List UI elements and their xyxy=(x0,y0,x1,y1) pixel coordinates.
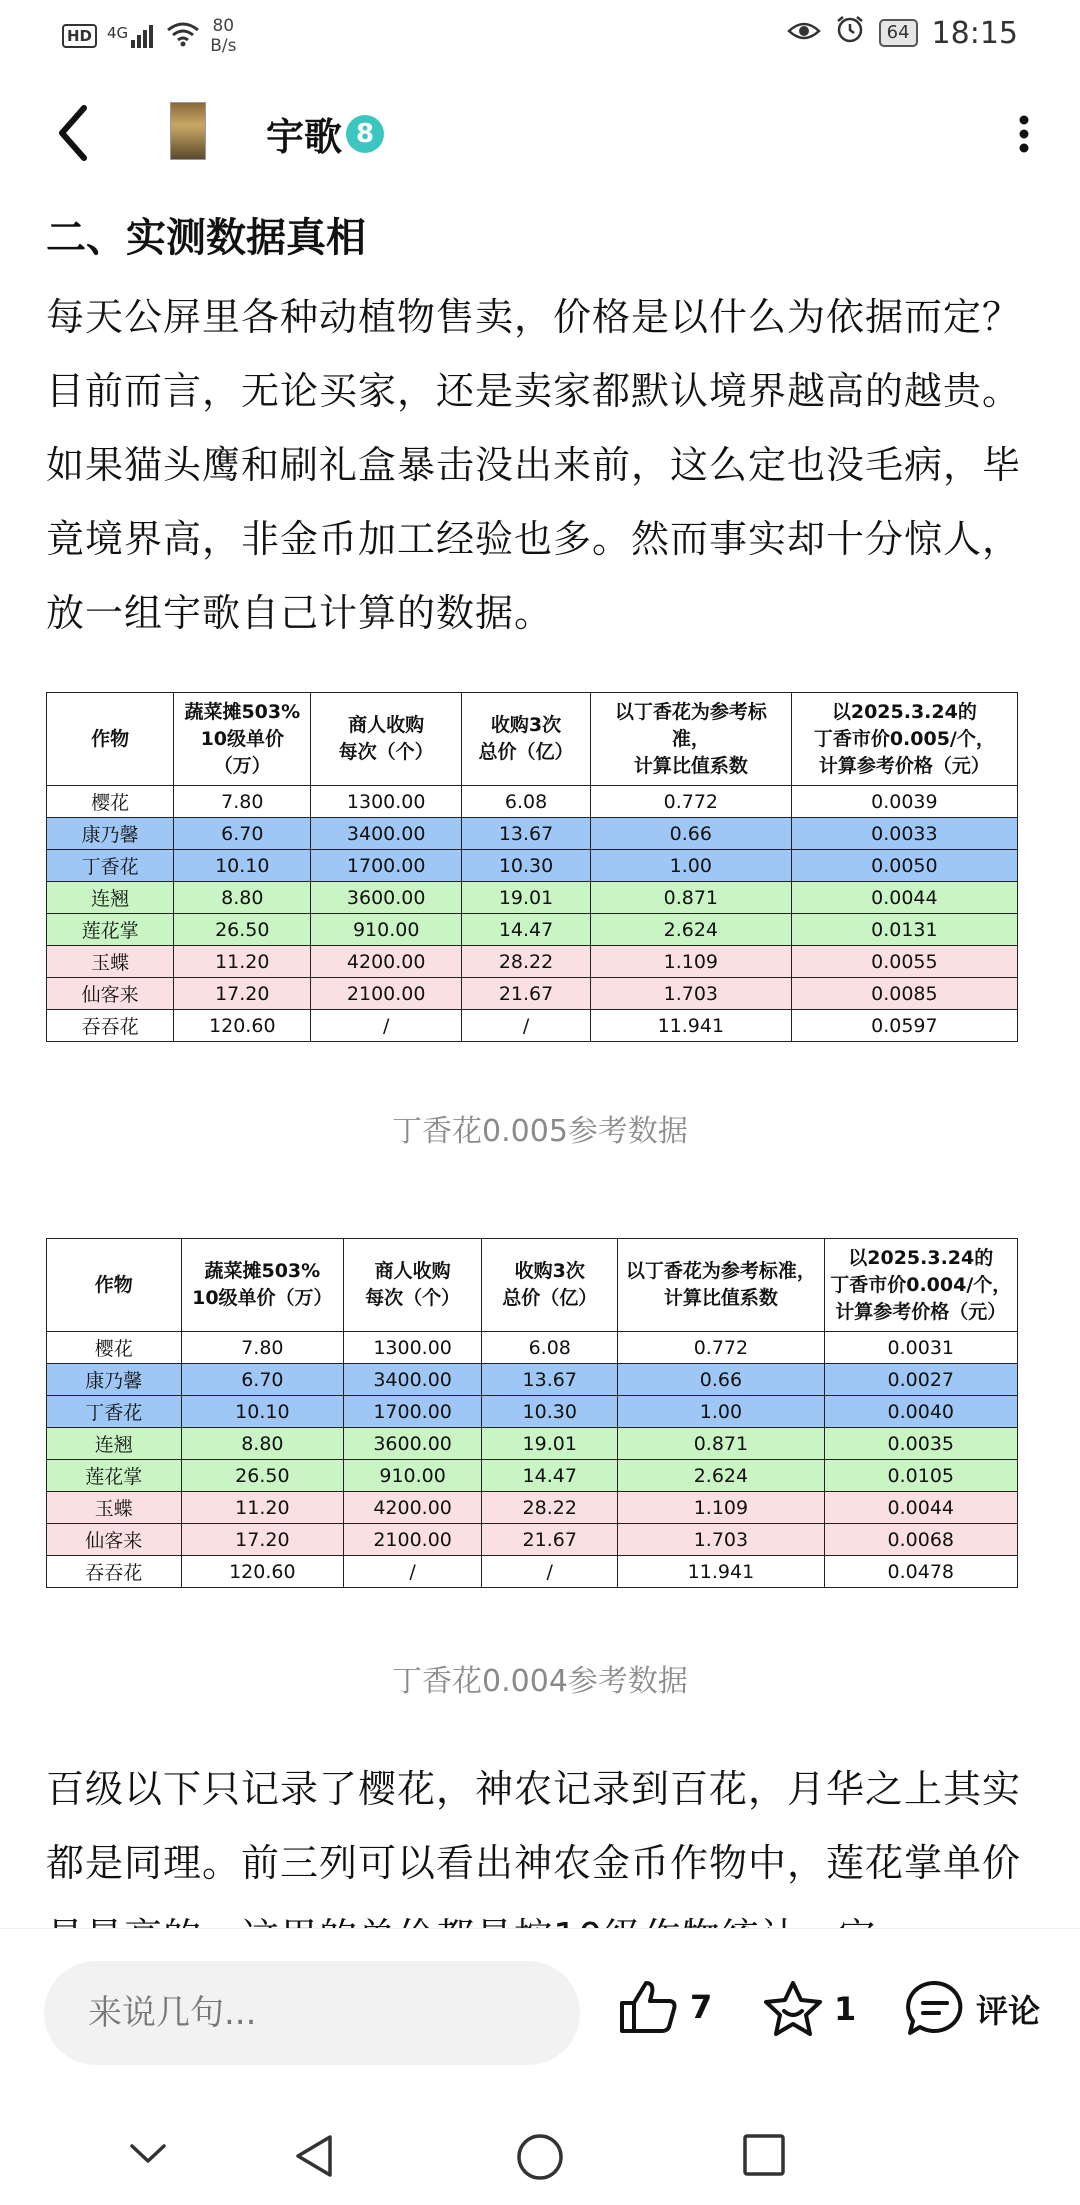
table-cell: 1700.00 xyxy=(344,1396,482,1428)
table-cell: 6.70 xyxy=(174,818,311,850)
table-cell: 0.871 xyxy=(618,1428,824,1460)
table-cell: 28.22 xyxy=(462,946,591,978)
table-cell: 樱花 xyxy=(47,786,174,818)
more-options-button[interactable] xyxy=(1004,110,1044,158)
paragraph-followup: 百级以下只记录了樱花，神农记录到百花，月华之上其实都是同理。前三列可以看出神农金币作物中，莲花掌单价 xyxy=(46,1767,1022,1885)
eye-icon xyxy=(787,16,821,51)
table-cell: 丁香花 xyxy=(47,850,174,882)
battery-icon: 64 xyxy=(879,19,918,47)
wifi-icon xyxy=(166,21,200,52)
table-cell: / xyxy=(311,1010,462,1042)
table-image-1[interactable] xyxy=(46,692,1018,1042)
comment-label: 评论 xyxy=(976,1992,1041,2030)
table-cell: 21.67 xyxy=(482,1524,618,1556)
table-cell: 6.70 xyxy=(181,1364,344,1396)
table-cell: 17.20 xyxy=(174,978,311,1010)
table-cell: 19.01 xyxy=(462,882,591,914)
table-header-cell: 蔬菜摊503% 10级单价（万） xyxy=(181,1239,344,1332)
table-cell: 6.08 xyxy=(462,786,591,818)
table-row xyxy=(47,1010,1018,1042)
system-nav-bar xyxy=(0,2111,1080,2205)
data-table-1 xyxy=(46,692,1018,1042)
table-cell: 0.0033 xyxy=(791,818,1017,850)
table-cell: 120.60 xyxy=(181,1556,344,1588)
table-cell: 康乃馨 xyxy=(47,818,174,850)
nav-recents-button[interactable] xyxy=(740,2131,788,2183)
table-cell: 0.0044 xyxy=(791,882,1017,914)
table-cell: 6.08 xyxy=(482,1332,618,1364)
nav-back-button[interactable] xyxy=(290,2131,340,2185)
like-button[interactable] xyxy=(618,1979,712,2035)
status-bar xyxy=(0,0,1080,70)
table-row xyxy=(47,1524,1018,1556)
bottom-action-bar xyxy=(0,1928,1080,2205)
table-cell: 2.624 xyxy=(590,914,791,946)
table-cell: 0.0055 xyxy=(791,946,1017,978)
table-cell: 0.0040 xyxy=(824,1396,1017,1428)
table-cell: 1700.00 xyxy=(311,850,462,882)
table-cell: 樱花 xyxy=(47,1332,182,1364)
table-cell: 11.941 xyxy=(618,1556,824,1588)
table-cell: 0.0031 xyxy=(824,1332,1017,1364)
table-header-cell: 收购3次 总价（亿） xyxy=(482,1239,618,1332)
author-name-text: 宇歌 xyxy=(266,115,343,159)
table-cell: 10.30 xyxy=(482,1396,618,1428)
table-cell: 3600.00 xyxy=(311,882,462,914)
table-cell: 17.20 xyxy=(181,1524,344,1556)
table-cell: 910.00 xyxy=(344,1460,482,1492)
table-cell: 3400.00 xyxy=(311,818,462,850)
table-header-cell: 商人收购 每次（个） xyxy=(311,693,462,786)
table-header-cell: 以丁香花为参考标准， 计算比值系数 xyxy=(618,1239,824,1332)
comment-bubble-icon xyxy=(904,1979,966,2039)
article-body xyxy=(46,210,1040,650)
table-row xyxy=(47,1556,1018,1588)
table-cell: 10.30 xyxy=(462,850,591,882)
table-cell: 10.10 xyxy=(181,1396,344,1428)
table-cell: 0.0035 xyxy=(824,1428,1017,1460)
table-row xyxy=(47,978,1018,1010)
table-header-cell: 以2025.3.24的 丁香市价0.004/个， 计算参考价格（元） xyxy=(824,1239,1017,1332)
table-header-row xyxy=(47,1239,1018,1332)
table-cell: 莲花掌 xyxy=(47,1460,182,1492)
table-cell: 1.109 xyxy=(618,1492,824,1524)
table-header-cell: 作物 xyxy=(47,1239,182,1332)
table-row xyxy=(47,1364,1018,1396)
thumbs-up-icon xyxy=(618,1979,680,2035)
network-speed xyxy=(210,16,236,56)
table-cell: / xyxy=(344,1556,482,1588)
level-badge: 8 xyxy=(346,115,384,153)
table-cell: 3400.00 xyxy=(344,1364,482,1396)
signal-icon xyxy=(107,24,156,48)
table-cell: 1.109 xyxy=(590,946,791,978)
table-row xyxy=(47,1492,1018,1524)
table-cell: 康乃馨 xyxy=(47,1364,182,1396)
nav-home-button[interactable] xyxy=(514,2131,566,2187)
data-table-2 xyxy=(46,1238,1018,1588)
table-cell: 4200.00 xyxy=(344,1492,482,1524)
table-cell: 0.0050 xyxy=(791,850,1017,882)
table-cell: 21.67 xyxy=(462,978,591,1010)
chevron-down-icon xyxy=(126,2131,170,2175)
table-cell: 0.772 xyxy=(618,1332,824,1364)
image-caption-2: 丁香花0.004参考数据 xyxy=(392,1664,688,1699)
image-caption-1: 丁香花0.005参考数据 xyxy=(392,1114,688,1149)
table-cell: 910.00 xyxy=(311,914,462,946)
back-button[interactable] xyxy=(48,98,98,168)
triangle-back-icon xyxy=(290,2131,340,2181)
table-header-cell: 收购3次 总价（亿） xyxy=(462,693,591,786)
table-cell: 0.772 xyxy=(590,786,791,818)
square-recents-icon xyxy=(740,2131,788,2179)
table-row xyxy=(47,914,1018,946)
table-cell: 13.67 xyxy=(482,1364,618,1396)
table-cell: 0.871 xyxy=(590,882,791,914)
table-cell: 10.10 xyxy=(174,850,311,882)
like-count: 7 xyxy=(690,1988,713,2026)
table-cell: 11.20 xyxy=(174,946,311,978)
favorite-count: 1 xyxy=(834,1990,857,2028)
table-cell: 玉蝶 xyxy=(47,1492,182,1524)
speed-unit: B/s xyxy=(210,36,237,56)
table-cell: 26.50 xyxy=(174,914,311,946)
top-app-bar xyxy=(0,70,1080,200)
table-cell: 1.703 xyxy=(590,978,791,1010)
table-row xyxy=(47,1460,1018,1492)
table-cell: / xyxy=(482,1556,618,1588)
avatar[interactable] xyxy=(170,102,206,160)
table-cell: 1.703 xyxy=(618,1524,824,1556)
table-cell: 19.01 xyxy=(482,1428,618,1460)
table-cell: 莲花掌 xyxy=(47,914,174,946)
table-cell: 0.66 xyxy=(618,1364,824,1396)
table-cell: 0.0085 xyxy=(791,978,1017,1010)
table-cell: 玉蝶 xyxy=(47,946,174,978)
table-cell: / xyxy=(462,1010,591,1042)
table-cell: 1300.00 xyxy=(311,786,462,818)
table-cell: 连翘 xyxy=(47,1428,182,1460)
table-row xyxy=(47,786,1018,818)
table-cell: 13.67 xyxy=(462,818,591,850)
table-cell: 2.624 xyxy=(618,1460,824,1492)
table-cell: 0.0597 xyxy=(791,1010,1017,1042)
table-cell: 11.941 xyxy=(590,1010,791,1042)
table-cell: 吞吞花 xyxy=(47,1556,182,1588)
table-cell: 0.0131 xyxy=(791,914,1017,946)
back-arrow-icon xyxy=(48,98,98,168)
table-header-cell: 以丁香花为参考标 准， 计算比值系数 xyxy=(590,693,791,786)
circle-home-icon xyxy=(514,2131,566,2183)
table-cell: 4200.00 xyxy=(311,946,462,978)
author-name[interactable] xyxy=(266,106,384,161)
table-cell: 0.0478 xyxy=(824,1556,1017,1588)
table-row xyxy=(47,818,1018,850)
table-cell: 0.0039 xyxy=(791,786,1017,818)
table-cell: 仙客来 xyxy=(47,978,174,1010)
table-cell: 丁香花 xyxy=(47,1396,182,1428)
table-header-cell: 作物 xyxy=(47,693,174,786)
table-cell: 14.47 xyxy=(482,1460,618,1492)
comment-input[interactable]: 来说几句... xyxy=(44,1961,580,2065)
clock-time: 18:15 xyxy=(931,15,1018,51)
table-row xyxy=(47,1428,1018,1460)
table-cell: 仙客来 xyxy=(47,1524,182,1556)
favorite-button[interactable] xyxy=(762,1979,856,2039)
table-row xyxy=(47,850,1018,882)
section-title: 二、实测数据真相 xyxy=(46,215,366,261)
table-row xyxy=(47,882,1018,914)
table-cell: 0.0105 xyxy=(824,1460,1017,1492)
star-icon xyxy=(762,1979,824,2039)
table-cell: 3600.00 xyxy=(344,1428,482,1460)
table-cell: 0.0044 xyxy=(824,1492,1017,1524)
table-header-row xyxy=(47,693,1018,786)
table-row xyxy=(47,946,1018,978)
table-row xyxy=(47,1396,1018,1428)
table-cell: 7.80 xyxy=(174,786,311,818)
table-cell: 1.00 xyxy=(618,1396,824,1428)
table-header-cell: 蔬菜摊503% 10级单价 （万） xyxy=(174,693,311,786)
table-cell: 11.20 xyxy=(181,1492,344,1524)
table-cell: 0.66 xyxy=(590,818,791,850)
table-cell: 1300.00 xyxy=(344,1332,482,1364)
alarm-icon xyxy=(835,14,865,52)
table-cell: 14.47 xyxy=(462,914,591,946)
table-cell: 0.0027 xyxy=(824,1364,1017,1396)
table-row xyxy=(47,1332,1018,1364)
table-header-cell: 商人收购 每次（个） xyxy=(344,1239,482,1332)
table-cell: 吞吞花 xyxy=(47,1010,174,1042)
table-cell: 8.80 xyxy=(174,882,311,914)
table-cell: 28.22 xyxy=(482,1492,618,1524)
more-vertical-icon xyxy=(1004,110,1044,158)
table-image-2[interactable] xyxy=(46,1238,1018,1588)
table-cell: 120.60 xyxy=(174,1010,311,1042)
table-cell: 0.0068 xyxy=(824,1524,1017,1556)
table-cell: 26.50 xyxy=(181,1460,344,1492)
table-cell: 1.00 xyxy=(590,850,791,882)
nav-collapse-button[interactable] xyxy=(126,2131,170,2179)
table-header-cell: 以2025.3.24的 丁香市价0.005/个， 计算参考价格（元） xyxy=(791,693,1017,786)
network-type: 4G xyxy=(107,24,129,42)
hd-indicator: HD xyxy=(62,24,97,48)
speed-value: 80 xyxy=(212,16,235,36)
table-cell: 连翘 xyxy=(47,882,174,914)
paragraph-intro: 每天公屏里各种动植物售卖，价格是以什么为依据而定？目前而言，无论买家，还是卖家都默认境界越高的越贵。如果猫头鹰和刷礼盒暴击没出来前，这么定也没毛病，毕竟境界高，非金币加工经验也多。然而事实却十分惊人，放一组宇歌自己计算的数据。 xyxy=(46,295,1022,635)
table-cell: 2100.00 xyxy=(344,1524,482,1556)
table-cell: 2100.00 xyxy=(311,978,462,1010)
table-cell: 7.80 xyxy=(181,1332,344,1364)
table-cell: 8.80 xyxy=(181,1428,344,1460)
comment-button[interactable] xyxy=(904,1979,1040,2039)
